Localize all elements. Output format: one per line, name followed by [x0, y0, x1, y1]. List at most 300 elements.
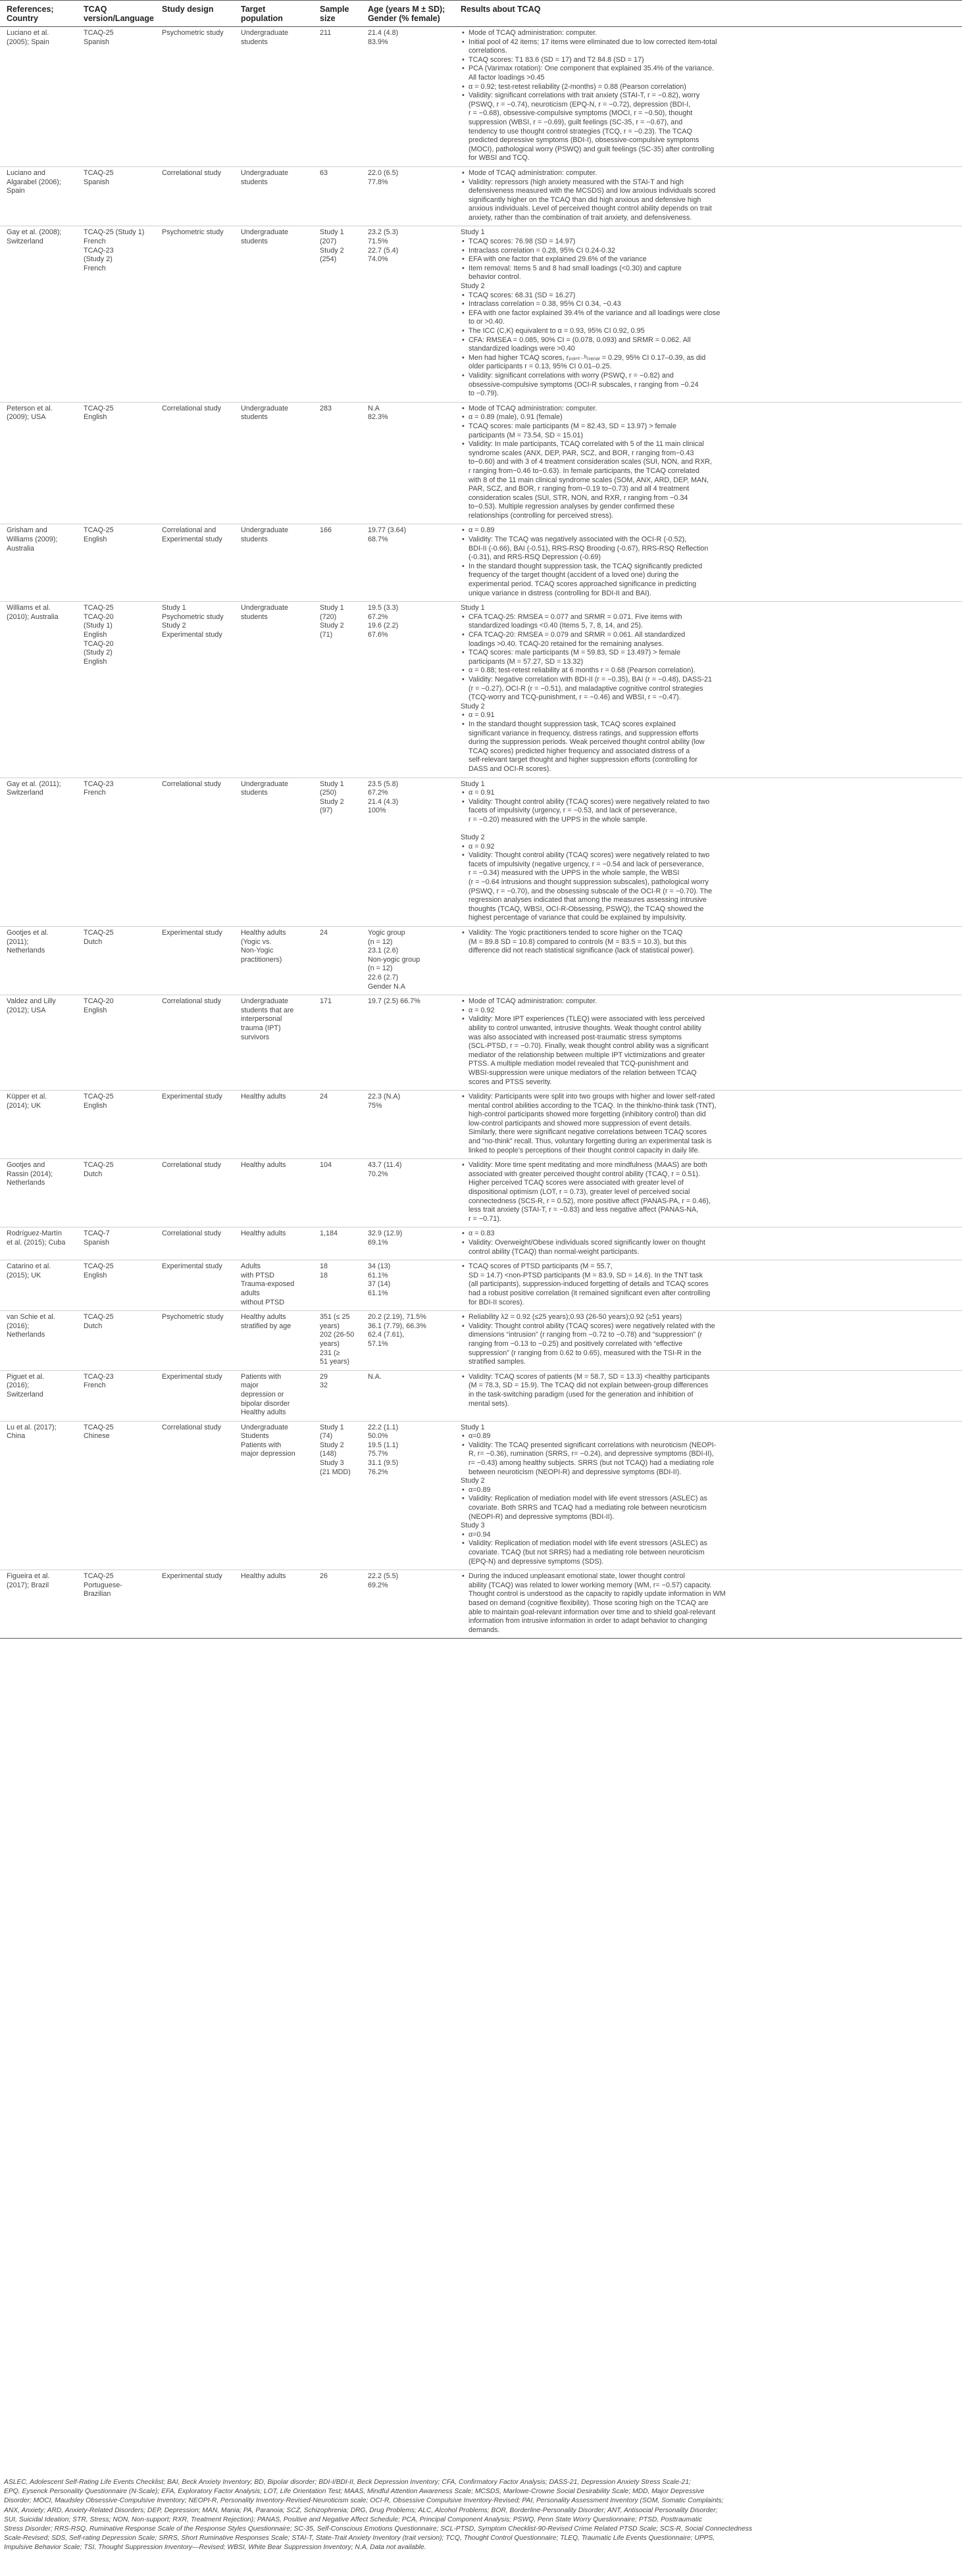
- cell-study-design: [155, 166, 234, 226]
- cell-line: English: [84, 413, 107, 422]
- cell-line: Experimental study: [162, 929, 222, 937]
- cell-line: 77.8%: [368, 178, 388, 186]
- cell-line: 21.4 (4.3): [368, 797, 399, 806]
- cell-line: Patients with: [241, 1441, 282, 1449]
- cell-population: [234, 602, 313, 778]
- cell-line: (2012); USA: [7, 1006, 46, 1014]
- result-line: (all participants), suppression-induced forgetting of details and TCAQ scores: [468, 1280, 709, 1289]
- result-line: tendency to use thought control strategies (TCQ, r = −0.23). The TCAQ: [468, 127, 692, 136]
- result-line: All factor loadings >0.45: [468, 73, 545, 82]
- result-line: • EFA with one factor that explained 29.6% of the variance: [461, 255, 958, 264]
- cell-line: Study 1: [320, 228, 344, 237]
- result-line: difference did not reach statistical significance (lack of statistical power).: [468, 947, 695, 955]
- cell-line: Undergraduate: [241, 404, 289, 412]
- result-line: • Validity: In male participants, TCAQ correlated with 5 of the 11 main clinical: [461, 440, 958, 449]
- header-references: References; Country: [0, 1, 77, 27]
- result-line: • α=0.89: [461, 1432, 958, 1441]
- cell-sample-size: [313, 1570, 361, 1639]
- result-line: Similarly, there were significant negative correlations between TCAQ scores: [468, 1128, 707, 1137]
- cell-line: Gay et al. (2008);: [7, 228, 62, 237]
- cell-line: 67.6%: [368, 631, 388, 639]
- cell-version: [77, 1570, 155, 1639]
- cell-study-design: [155, 1311, 234, 1371]
- cell-line: TCAQ-23: [84, 246, 114, 255]
- cell-line: 19.5 (1.1): [368, 1441, 399, 1449]
- table-row: [0, 1570, 962, 1639]
- result-line: r = −0.34) measured with the UPPS in the whole sample, the WBSI: [468, 869, 680, 878]
- result-line: participants (M = 57.27, SD = 13.32): [468, 657, 584, 666]
- result-line: was also associated with increased post-traumatic stress symptoms: [468, 1033, 682, 1041]
- cell-line: students: [241, 37, 268, 46]
- cell-sample-size: [313, 1159, 361, 1227]
- cell-line: Switzerland: [7, 1390, 43, 1399]
- cell-line: (2005); Spain: [7, 37, 49, 46]
- result-line: for BDI-II scores).: [468, 1298, 524, 1306]
- cell-study-design: [155, 1159, 234, 1227]
- cell-population: [234, 995, 313, 1091]
- result-line: • Validity: Thought control ability (TCAQ scores) were negatively related to two: [461, 798, 958, 807]
- header-population: Target population: [234, 1, 313, 27]
- cell-line: Netherlands: [7, 1179, 45, 1187]
- footnote-line: EPQ, Eysenck Personality Questionnaire (N-Scale); EFA, Exploratory Factor Analysis; LOT, Life Orientation Test; MAAS, Mindful Attention Awareness Scale; MCSDS, Marlowe-Crowne Social Desirability Scale; MDD, Major Depressive: [4, 2488, 705, 2496]
- cell-version: [77, 995, 155, 1091]
- cell-line: TCAQ-25: [84, 604, 114, 612]
- cell-line: students: [241, 178, 268, 186]
- cell-version: [77, 1370, 155, 1421]
- cell-line: 76.2%: [368, 1468, 388, 1476]
- cell-version: [77, 166, 155, 226]
- cell-reference: [0, 226, 77, 402]
- cell-line: Psychometric study: [162, 612, 224, 621]
- cell-population: [234, 1260, 313, 1311]
- cell-line: 34 (13): [368, 1262, 391, 1271]
- result-line: based on demand (cognitive flexibility). Those scoring high on the TCAQ are: [468, 1598, 709, 1607]
- cell-population: [234, 1091, 313, 1159]
- cell-line: 63: [320, 168, 328, 177]
- cell-age-gender: [361, 1159, 454, 1227]
- cell-line: 61.1%: [368, 1289, 388, 1297]
- cell-reference: [0, 1260, 77, 1311]
- cell-line: Brazilian: [84, 1590, 111, 1598]
- cell-line: 57.1%: [368, 1339, 388, 1348]
- cell-line: 171: [320, 997, 332, 1006]
- result-line: able to maintain goal-relevant information over time and to shield goal-relevant: [468, 1608, 716, 1616]
- cell-age-gender: [361, 166, 454, 226]
- cell-version: [77, 778, 155, 927]
- result-line: ability to control unwanted, intrusive thoughts. Weak thought control ability: [468, 1024, 701, 1032]
- cell-line: (2014); UK: [7, 1101, 41, 1110]
- cell-line: French: [84, 789, 106, 797]
- cell-results: [454, 1370, 962, 1421]
- cell-line: 202 (26-50: [320, 1331, 355, 1339]
- result-line: suppression (WBSI, r = −0.69), guilt feelings (SC-35, r = −0.67), and: [468, 118, 683, 126]
- cell-line: 22.0 (6.5): [368, 168, 399, 177]
- result-line: ability (TCAQ) was related to lower working memory (WM, r= −0.57) capacity.: [468, 1581, 712, 1589]
- result-line: • Validity: TCAQ scores of patients (M = 58.7, SD = 13.3) <healthy participants: [461, 1373, 958, 1382]
- result-line: dimensions “intrusion” (r ranging from −0.72 to −0.78) and “suppression” (r: [468, 1331, 703, 1339]
- result-line: r = −0.71).: [468, 1214, 501, 1223]
- result-line: high-control participants showed more forgetting (inhibitory control) than did: [468, 1110, 706, 1119]
- cell-results: [454, 602, 962, 778]
- header-row: [0, 1, 962, 27]
- cell-results: [454, 402, 962, 524]
- result-line: regression analyses indicated that among the measures assessing intrusive: [468, 896, 707, 904]
- cell-line: N.A: [368, 404, 380, 412]
- cell-line: Chinese: [84, 1432, 110, 1441]
- table-header: [0, 1, 962, 27]
- result-line: Study 1: [461, 604, 485, 612]
- cell-sample-size: [313, 166, 361, 226]
- cell-line: TCAQ-25: [84, 1423, 114, 1431]
- cell-line: Study 1: [320, 1423, 344, 1431]
- result-line: r= −0.43) among healthy subjects. SRRS (but not TCAQ) had a mediating role: [468, 1459, 715, 1468]
- cell-line: French: [84, 1381, 106, 1390]
- cell-age-gender: [361, 1227, 454, 1260]
- result-line: significantly higher on the TCAQ than did high anxious and defensive high: [468, 195, 701, 204]
- cell-line: Figueira et al.: [7, 1572, 50, 1581]
- result-line: facets of impulsivity (negative urgency, r = −0.54 and lack of perseverance,: [468, 860, 704, 868]
- cell-line: Experimental study: [162, 1372, 222, 1381]
- cell-line: Netherlands: [7, 1331, 45, 1339]
- cell-line: 51 years): [320, 1358, 350, 1366]
- result-line: • TCAQ scores of PTSD participants (M = 55.7,: [461, 1262, 958, 1272]
- cell-line: Correlational study: [162, 780, 222, 788]
- table-row: [0, 995, 962, 1091]
- cell-line: Gender N.A: [368, 982, 406, 991]
- result-line: (M = 89.8 SD = 10.8) compared to controls (M = 83.5 = 10.3), but this: [468, 937, 687, 946]
- result-line: • Intraclass correlation = 0.38, 95% CI 0.34, −0.43: [461, 300, 958, 309]
- cell-sample-size: [313, 778, 361, 927]
- cell-line: 32: [320, 1381, 328, 1390]
- cell-study-design: [155, 778, 234, 927]
- result-line: covariate. TCAQ (but not SRRS) had a mediating role between neuroticism: [468, 1548, 705, 1556]
- cell-line: students: [241, 535, 268, 544]
- cell-age-gender: [361, 1311, 454, 1371]
- result-line: relationships (controlling for perceived stress).: [468, 511, 614, 520]
- cell-version: [77, 402, 155, 524]
- cell-line: (71): [320, 631, 333, 639]
- cell-line: 22.6 (2.7): [368, 973, 399, 981]
- cell-line: Williams et al.: [7, 604, 51, 612]
- result-line: • Men had higher TCAQ scores, rₚₒᵢₙₜ₋ᵇᵢₛₑᵣᵢₐₗ = 0.29, 95% CI 0.17–0.39, as did: [461, 354, 958, 363]
- cell-line: van Schie et al.: [7, 1313, 55, 1322]
- cell-results: [454, 1570, 962, 1639]
- cell-study-design: [155, 1370, 234, 1421]
- cell-age-gender: [361, 1370, 454, 1421]
- cell-line: TCAQ-25: [84, 1093, 114, 1101]
- cell-age-gender: [361, 27, 454, 167]
- cell-reference: [0, 27, 77, 167]
- result-line: obsessive-compulsive symptoms (OCI-R subscales, r ranging from −0.24: [468, 380, 699, 389]
- cell-line: 70.2%: [368, 1170, 388, 1178]
- result-line: behavior control.: [468, 273, 521, 282]
- cell-results: [454, 1260, 962, 1311]
- cell-study-design: [155, 1421, 234, 1570]
- cell-sample-size: [313, 1421, 361, 1570]
- result-line: • α=0.94: [461, 1531, 958, 1540]
- result-line: (EPQ-N) and depressive symptoms (SDS).: [468, 1557, 604, 1566]
- cell-results: [454, 1091, 962, 1159]
- result-line: • Item removal: Items 5 and 8 had small loadings (<0.30) and capture: [461, 264, 958, 274]
- cell-line: Undergraduate: [241, 604, 289, 612]
- cell-line: Peterson et al.: [7, 404, 53, 412]
- cell-sample-size: [313, 27, 361, 167]
- result-line: • Validity: The TCAQ was negatively associated with the OCI-R (-0.52),: [461, 535, 958, 545]
- cell-version: [77, 1091, 155, 1159]
- cell-line: Undergraduate: [241, 1423, 289, 1431]
- cell-age-gender: [361, 402, 454, 524]
- cell-line: students: [241, 413, 268, 422]
- cell-line: (21 MDD): [320, 1468, 351, 1476]
- result-line: • Validity: More time spent meditating and more mindfulness (MAAS) are both: [461, 1161, 958, 1170]
- result-line: BDI-II (-0.66), BAI (-0.51), RRS-RSQ Brooding (-0.67), RRS-RSQ Reflection: [468, 544, 709, 553]
- result-line: with 8 of the 11 main clinical syndrome scales (SOM, ANX, ARD, DEP, MAN,: [468, 476, 709, 484]
- cell-reference: [0, 1311, 77, 1371]
- result-line: (r = −0.27), OCI-R (r = −0.51), and maladaptive cognitive control strategies: [468, 684, 703, 693]
- result-line: (r = −0.64 intrusions and thought suppression subscales), pathological worry: [468, 878, 709, 887]
- result-line: between neuroticism (NEOPI-R) and depressive symptoms (BDI-II).: [468, 1468, 682, 1476]
- result-line: to−0.60) and with 3 of 4 treatment consideration scales (SUI, NON, and RXR,: [468, 458, 712, 466]
- cell-line: 22.3 (N.A): [368, 1093, 401, 1101]
- result-line: (M = 78.3, SD = 15.9). The TCAQ did not explain between-group differences: [468, 1381, 709, 1390]
- cell-reference: [0, 1159, 77, 1227]
- result-line: [461, 824, 958, 833]
- result-line: • During the induced unpleasant emotional state, lower thought control: [461, 1572, 958, 1581]
- cell-line: English: [84, 1271, 107, 1279]
- result-line: mental control abilities according to the TCAQ. In the think/no-think task (TNT),: [468, 1101, 717, 1110]
- result-line: • TCAQ scores: male participants (M = 82.43, SD = 13.97) > female: [461, 422, 958, 432]
- cell-version: [77, 27, 155, 167]
- cell-line: 31.1 (9.5): [368, 1459, 399, 1468]
- cell-line: Adults: [241, 1262, 261, 1271]
- result-line: to or >0.40.: [468, 318, 505, 326]
- result-line: (SCL-PTSD, r = −0.70). Finally, weak thought control ability was a significant: [468, 1042, 709, 1051]
- cell-population: [234, 1370, 313, 1421]
- result-line: Study 3: [461, 1522, 485, 1530]
- cell-sample-size: [313, 602, 361, 778]
- cell-line: 43.7 (11.4): [368, 1161, 402, 1170]
- result-line: • In the standard thought suppression task, TCAQ scores explained: [461, 720, 958, 730]
- cell-line: 22.2 (1.1): [368, 1423, 399, 1431]
- result-line: • α = 0.89 (male), 0.91 (female): [461, 413, 958, 422]
- result-line: information from intrusive information in order to adapt behavior to changing: [468, 1617, 707, 1625]
- table-row: [0, 1370, 962, 1421]
- cell-version: [77, 1421, 155, 1570]
- cell-line: interpersonal: [241, 1015, 282, 1024]
- cell-line: 18: [320, 1271, 328, 1279]
- cell-line: 19.5 (3.3): [368, 604, 399, 612]
- cell-line: years): [320, 1339, 340, 1348]
- cell-line: Healthy adults: [241, 929, 286, 937]
- cell-line: students that are: [241, 1006, 294, 1014]
- cell-age-gender: [361, 1091, 454, 1159]
- cell-study-design: [155, 226, 234, 402]
- result-line: • α = 0.92: [461, 843, 958, 852]
- cell-line: 75%: [368, 1101, 382, 1110]
- table-footnote: [4, 2478, 958, 2553]
- result-line: standardized loadings were >0.40: [468, 345, 575, 353]
- cell-line: (2010); Australia: [7, 612, 59, 621]
- cell-line: Algarabel (2006);: [7, 178, 61, 186]
- cell-line: students: [241, 612, 268, 621]
- cell-line: Lu et al. (2017);: [7, 1423, 57, 1431]
- cell-line: 83.9%: [368, 37, 388, 46]
- result-line: • Validity: Overweight/Obese individuals scored significantly lower on thought: [461, 1239, 958, 1248]
- result-line: • Validity: Thought control ability (TCAQ scores) were negatively related with the: [461, 1322, 958, 1331]
- cell-line: TCAQ-25: [84, 404, 114, 412]
- result-line: r = −0.68), obsessive-compulsive symptoms (MOCI, r = −0.50), thought: [468, 109, 693, 118]
- table-row: [0, 524, 962, 602]
- result-line: • α = 0.92; test-retest reliability (2-months) = 0.88 (Pearson correlation): [461, 83, 958, 92]
- cell-line: TCAQ-23: [84, 780, 114, 788]
- cell-study-design: [155, 995, 234, 1091]
- cell-population: [234, 27, 313, 167]
- cell-line: Piguet et al.: [7, 1372, 45, 1381]
- result-line: • Mode of TCAQ administration: computer.: [461, 169, 958, 178]
- cell-study-design: [155, 524, 234, 602]
- cell-line: trauma (IPT): [241, 1024, 281, 1032]
- result-line: during the suppression periods. Weak perceived thought control ability (low: [468, 738, 705, 747]
- cell-age-gender: [361, 226, 454, 402]
- cell-results: [454, 927, 962, 995]
- cell-age-gender: [361, 1421, 454, 1570]
- cell-line: 23.5 (5.8): [368, 780, 399, 788]
- cell-line: stratified by age: [241, 1322, 291, 1330]
- cell-population: [234, 402, 313, 524]
- cell-line: Dutch: [84, 1322, 103, 1330]
- footnote-line: SUI, Suicidal Ideation; STR, Stress; NON, Non-support; RXR, Treatment Rejection); PANAS, Positive and Negative Affect Schedule; PCA, Principal Component Analysis; PSWQ, Penn State Worry Questionnaire; PTSD, Posttraumatic: [4, 2515, 703, 2523]
- cell-sample-size: [313, 1227, 361, 1260]
- cell-line: 82.3%: [368, 413, 388, 422]
- result-line: • In the standard thought suppression task, the TCAQ significantly predicted: [461, 562, 958, 572]
- cell-line: Healthy adults: [241, 1229, 286, 1238]
- result-line: (TCQ-worry and TCQ-punishment, r = −0.46) and WBSI, r = −0.47).: [468, 693, 681, 702]
- cell-line: Study 2: [320, 622, 344, 630]
- cell-line: Gay et al. (2011);: [7, 780, 61, 788]
- cell-reference: [0, 1091, 77, 1159]
- result-line: • TCAQ scores: 76.98 (SD = 14.97): [461, 237, 958, 247]
- cell-results: [454, 524, 962, 602]
- cell-line: Healthy adults: [241, 1408, 286, 1417]
- cell-line: 19.7 (2.5) 66.7%: [368, 997, 420, 1006]
- cell-line: 36.1 (7.79), 66.3%: [368, 1322, 426, 1330]
- cell-line: Yogic group: [368, 929, 405, 937]
- cell-line: Catarino et al.: [7, 1262, 51, 1271]
- result-line: correlations.: [468, 47, 507, 55]
- result-line: r ranging from−0.46 to−0.63). In female participants, the TCAQ correlated: [468, 466, 699, 475]
- result-line: (PSWQ, r = −0.70), and the obsessing subscale of the OCI-R (r = −0.70). The: [468, 887, 713, 895]
- cell-line: Healthy adults: [241, 1572, 286, 1581]
- cell-line: Study 3: [320, 1459, 344, 1468]
- result-line: Study 2: [461, 702, 485, 710]
- cell-line: 231 (≥: [320, 1349, 340, 1357]
- result-line: low-control participants and showed more suppression of event details.: [468, 1119, 692, 1127]
- cell-results: [454, 226, 962, 402]
- cell-line: Williams (2009);: [7, 535, 58, 544]
- cell-results: [454, 166, 962, 226]
- result-line: loadings >0.40. TCAQ-20 retained for the remaining analyses.: [468, 639, 664, 648]
- cell-line: (2016);: [7, 1322, 30, 1330]
- result-line: • α = 0.88; test-retest reliability at 6 months r = 0.68 (Pearson correlation).: [461, 666, 958, 676]
- cell-line: TCAQ-25: [84, 1262, 114, 1271]
- cell-line: Australia: [7, 544, 35, 553]
- result-line: • α = 0.92: [461, 1006, 958, 1016]
- cell-reference: [0, 166, 77, 226]
- cell-line: Experimental study: [162, 1572, 222, 1581]
- cell-line: English: [84, 535, 107, 544]
- cell-line: 62.4 (7.61),: [368, 1331, 405, 1339]
- cell-line: Undergraduate: [241, 168, 289, 177]
- cell-population: [234, 524, 313, 602]
- result-line: PAR, SCZ, and BOR, r ranging from−0.19 to−0.73) and all 4 treatment: [468, 485, 690, 493]
- cell-sample-size: [313, 1311, 361, 1371]
- cell-line: Study 2: [320, 797, 344, 806]
- table-row: [0, 1260, 962, 1311]
- cell-line: 37 (14): [368, 1280, 391, 1289]
- cell-reference: [0, 1570, 77, 1639]
- cell-line: Luciano and: [7, 168, 45, 177]
- cell-line: 19.77 (3.64): [368, 526, 407, 535]
- cell-study-design: [155, 602, 234, 778]
- result-line: mental sets).: [468, 1399, 509, 1408]
- cell-line: Students: [241, 1432, 269, 1441]
- table-row: [0, 1091, 962, 1159]
- cell-population: [234, 1570, 313, 1639]
- cell-sample-size: [313, 1260, 361, 1311]
- cell-population: [234, 1421, 313, 1570]
- footnote-line: ANX, Anxiety; ARD, Anxiety-Related Disorders; DEP, Depression; MAN, Mania; PA, Paranoia; SCZ, Schizophrenia; DRG, Drug Problems; ALC, Alcohol Problems; BOR, Borderline-Personality Disorder; ANT, Antisocial Personality Disorder;: [4, 2506, 718, 2514]
- cell-line: TCAQ-20: [84, 997, 114, 1006]
- table-row: [0, 778, 962, 927]
- cell-line: TCAQ-25: [84, 1313, 114, 1322]
- cell-line: 104: [320, 1161, 332, 1170]
- cell-age-gender: [361, 1570, 454, 1639]
- cell-study-design: [155, 27, 234, 167]
- table-row: [0, 1311, 962, 1371]
- cell-line: years): [320, 1322, 340, 1330]
- cell-sample-size: [313, 995, 361, 1091]
- cell-line: Gootjes et al.: [7, 929, 49, 937]
- cell-line: 166: [320, 526, 332, 535]
- cell-line: 68.7%: [368, 535, 388, 544]
- cell-line: Undergraduate: [241, 29, 289, 37]
- cell-study-design: [155, 1570, 234, 1639]
- cell-line: TCAQ-23: [84, 1372, 114, 1381]
- cell-line: (Study 2): [84, 649, 113, 657]
- cell-population: [234, 778, 313, 927]
- cell-population: [234, 226, 313, 402]
- cell-line: Study 1: [162, 604, 186, 612]
- cell-line: Psychometric study: [162, 29, 224, 37]
- cell-line: Non-yogic group: [368, 955, 420, 964]
- cell-line: (n = 12): [368, 937, 393, 946]
- cell-line: English: [84, 1006, 107, 1014]
- cell-line: Correlational study: [162, 997, 222, 1006]
- cell-line: TCAQ-25: [84, 1161, 114, 1170]
- cell-line: 18: [320, 1262, 328, 1271]
- cell-line: Valdez and Lilly: [7, 997, 56, 1006]
- cell-sample-size: [313, 226, 361, 402]
- cell-reference: [0, 524, 77, 602]
- cell-line: students: [241, 789, 268, 797]
- cell-line: 19.6 (2.2): [368, 622, 399, 630]
- table-row: [0, 602, 962, 778]
- table-row: [0, 226, 962, 402]
- result-line: • Validity: The Yogic practitioners tended to score higher on the TCAQ: [461, 929, 958, 938]
- result-line: • CFA TCAQ-25: RMSEA = 0.077 and SRMR = 0.071. Five items with: [461, 613, 958, 622]
- cell-line: Experimental study: [162, 631, 222, 639]
- result-line: had a robust positive correlation (it remained significant even after controlling: [468, 1289, 711, 1297]
